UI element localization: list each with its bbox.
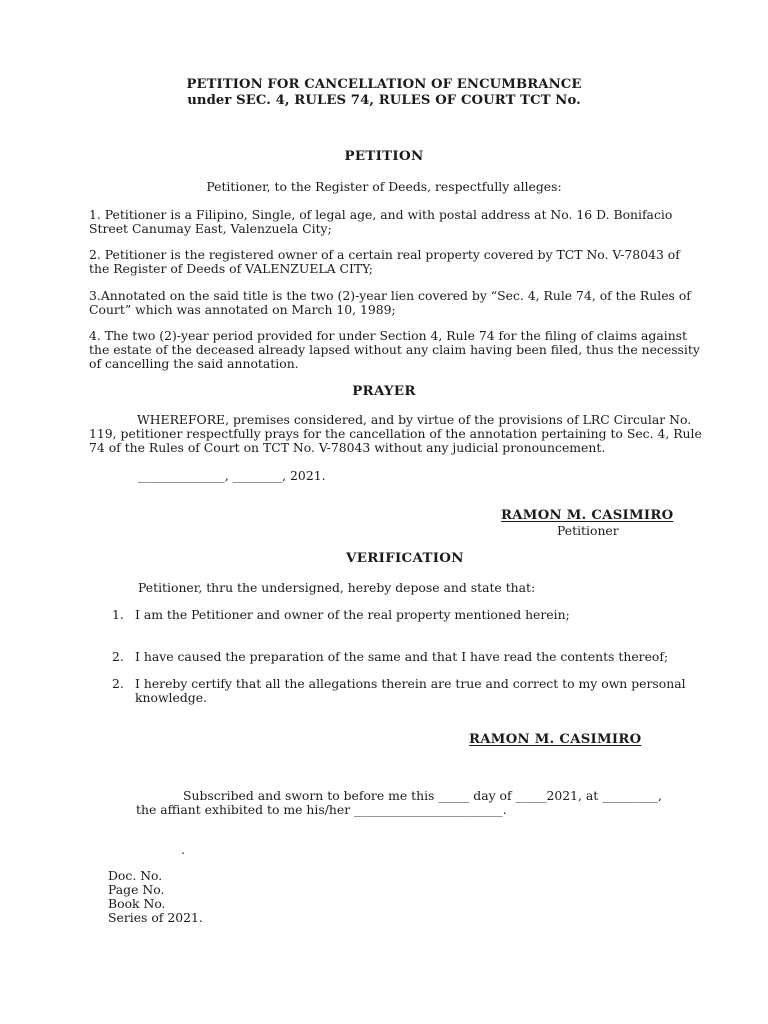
allegation-1-line-2: Street Canumay East, Valenzuela City;: [89, 221, 332, 236]
document-title-line-1: PETITION FOR CANCELLATION OF ENCUMBRANCE: [186, 77, 582, 92]
allegation-2: [89, 248, 689, 276]
verification-item-3-text-line-1: I hereby certify that all the allegations therein are true and correct to my own personal: [135, 676, 686, 691]
allegation-4-line-3: of cancelling the said annotation.: [89, 356, 299, 371]
allegation-2-line-1: 2. Petitioner is the registered owner of a certain real property covered by TCT No. V-78043 of: [89, 247, 680, 262]
stray-dot: .: [181, 842, 185, 857]
verification-intro: Petitioner, thru the undersigned, hereby depose and state that:: [138, 580, 536, 595]
petition-intro: Petitioner, to the Register of Deeds, respectfully alleges:: [206, 179, 562, 194]
verification-item-1-number: 1.: [112, 607, 124, 622]
notarial-page-no: Page No.: [108, 882, 165, 897]
prayer-paragraph: [89, 412, 702, 455]
document-title-line-2: under SEC. 4, RULES 74, RULES OF COURT TCT No.: [187, 93, 581, 108]
notarial-doc-no: Doc. No.: [108, 868, 163, 883]
notarial-book-no: Book No.: [108, 896, 166, 911]
allegation-4-line-1: 4. The two (2)-year period provided for under Section 4, Rule 74 for the filing of claims against: [89, 328, 688, 343]
prayer-line-1: WHEREFORE, premises considered, and by virtue of the provisions of LRC Circular No.: [137, 412, 692, 427]
signatory-name: RAMON M. CASIMIRO: [469, 732, 642, 747]
allegation-4-line-2: the estate of the deceased already lapsed without any claim having been filed, thus the necessity: [89, 342, 700, 357]
allegation-3-line-2: Court” which was annotated on March 10, 1989;: [89, 302, 396, 317]
allegation-2-line-2: the Register of Deeds of VALENZUELA CITY;: [89, 261, 373, 276]
petitioner-label: Petitioner: [557, 523, 619, 538]
petitioner-name: RAMON M. CASIMIRO: [501, 508, 674, 523]
allegation-1: [89, 208, 689, 236]
date-line: ______________, ________, 2021.: [138, 468, 326, 483]
verification-heading: VERIFICATION: [346, 550, 464, 566]
petition-heading: PETITION: [344, 148, 424, 164]
allegation-4: [89, 328, 700, 371]
allegation-1-line-1: 1. Petitioner is a Filipino, Single, of legal age, and with postal address at No. 16 D. Bonifacio: [89, 207, 673, 222]
verification-item-1-text: I am the Petitioner and owner of the real property mentioned herein;: [135, 607, 570, 622]
prayer-line-2: 119, petitioner respectfully prays for the cancellation of the annotation pertaining to Sec. 4, Rule: [89, 426, 702, 441]
jurat-line-2: the affiant exhibited to me his/her ________________________.: [136, 802, 507, 817]
prayer-heading: PRAYER: [352, 383, 416, 399]
notarial-series: Series of 2021.: [108, 910, 203, 925]
allegation-3-line-1: 3.Annotated on the said title is the two (2)-year lien covered by “Sec. 4, Rule 74, of the Rules of: [89, 288, 691, 303]
allegation-3: [89, 289, 689, 317]
verification-item-3-text-line-2: knowledge.: [135, 690, 207, 705]
jurat-line-1: Subscribed and sworn to before me this _____ day of _____2021, at _________,: [183, 788, 662, 803]
prayer-line-3: 74 of the Rules of Court on TCT No. V-78043 without any judicial pronouncement.: [89, 440, 606, 455]
verification-item-2-number: 2.: [112, 649, 124, 664]
verification-item-3-number: 2.: [112, 676, 124, 691]
verification-item-2-text: I have caused the preparation of the same and that I have read the contents thereof;: [135, 649, 669, 664]
